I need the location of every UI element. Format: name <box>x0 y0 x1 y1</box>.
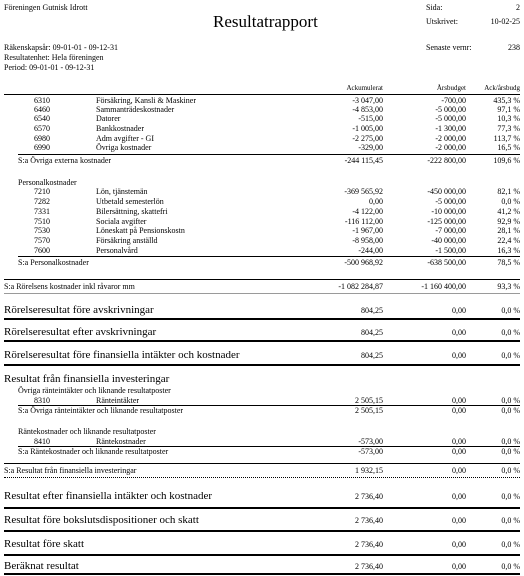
section-heading: Resultat från finansiella investeringar <box>4 373 170 385</box>
budget-value: -2 000,00 <box>435 134 466 143</box>
account-name: Räntekostnader <box>96 437 146 446</box>
period: Period: 09-01-01 - 09-12-31 <box>4 63 95 72</box>
budget-value: 0,00 <box>452 406 466 415</box>
account-code: 7210 <box>34 187 50 196</box>
column-header-ratio: Ack/årsbudg <box>484 84 520 92</box>
budget-value: -5 000,00 <box>435 105 466 114</box>
accumulated-value: 2 505,15 <box>355 396 383 405</box>
result-rule <box>4 554 520 556</box>
ratio-value: 93,3 % <box>497 282 520 291</box>
report-title: Resultatrapport <box>213 12 318 31</box>
budget-value: -125 000,00 <box>427 217 466 226</box>
section-rule <box>4 293 520 294</box>
dotted-rule <box>4 477 520 478</box>
accumulated-value: -4 122,00 <box>352 207 383 216</box>
account-code: 6980 <box>34 134 50 143</box>
subsection-heading: Övriga ränteintäkter och liknande resultatposter <box>18 386 171 395</box>
ratio-value: 77,3 % <box>497 124 520 133</box>
account-code: 6460 <box>34 105 50 114</box>
budget-value: -450 000,00 <box>427 187 466 196</box>
account-name: Utbetald semesterlön <box>96 197 164 206</box>
budget-value: -222 800,00 <box>427 156 466 165</box>
budget-value: -40 000,00 <box>431 236 466 245</box>
budget-value: 0,00 <box>452 466 466 475</box>
result-rule <box>4 340 520 342</box>
result-rule <box>4 318 520 320</box>
latest-voucher-number: 238 <box>508 43 520 52</box>
account-name: Försäkring anställd <box>96 236 158 245</box>
accumulated-value: -2 275,00 <box>352 134 383 143</box>
account-code: 7530 <box>34 226 50 235</box>
subtotal-label: S:a Övriga ränteintäkter och liknande resultatposter <box>18 406 184 415</box>
accumulated-value: -4 853,00 <box>352 105 383 114</box>
accumulated-value: 2 736,40 <box>355 516 383 525</box>
ratio-value: 0,0 % <box>501 396 520 405</box>
accumulated-value: 804,25 <box>361 328 383 337</box>
budget-value: 0,00 <box>452 562 466 571</box>
accumulated-value: -8 958,00 <box>352 236 383 245</box>
subtotal-label: S:a Övriga externa kostnader <box>18 156 112 165</box>
ratio-value: 41,2 % <box>497 207 520 216</box>
accumulated-value: 2 505,15 <box>355 406 383 415</box>
result-label: Rörelseresultat före finansiella intäkter och kostnader <box>4 349 240 361</box>
result-label: Rörelseresultat efter avskrivningar <box>4 326 157 338</box>
account-name: Sammanträdeskostnader <box>96 105 175 114</box>
account-name: Personalvård <box>96 246 138 255</box>
account-name: Övriga kostnader <box>96 143 152 152</box>
accumulated-value: -369 565,92 <box>344 187 383 196</box>
accumulated-value: 2 736,40 <box>355 540 383 549</box>
result-label: Resultat före skatt <box>4 538 85 550</box>
ratio-value: 0,0 % <box>501 562 520 571</box>
ratio-value: 113,7 % <box>493 134 520 143</box>
ratio-value: 78,5 % <box>497 258 520 267</box>
account-name: Datorer <box>96 114 121 123</box>
ratio-value: 0,0 % <box>501 328 520 337</box>
ratio-value: 109,6 % <box>493 156 520 165</box>
accumulated-value: -1 005,00 <box>352 124 383 133</box>
printed-label: Utskrivet: <box>426 17 458 26</box>
account-name: Adm avgifter - GI <box>96 134 154 143</box>
account-code: 7282 <box>34 197 50 206</box>
ratio-value: 0,0 % <box>501 466 520 475</box>
budget-value: -1 500,00 <box>435 246 466 255</box>
ratio-value: 97,1 % <box>497 105 520 114</box>
result-rule <box>4 573 520 575</box>
accumulated-value: -573,00 <box>358 437 383 446</box>
accumulated-value: -329,00 <box>358 143 383 152</box>
budget-value: 0,00 <box>452 351 466 360</box>
ratio-value: 10,3 % <box>497 114 520 123</box>
fiscal-year: Räkenskapsår: 09-01-01 - 09-12-31 <box>4 43 118 52</box>
account-name: Lön, tjänstemän <box>96 187 148 196</box>
accumulated-value: -244,00 <box>358 246 383 255</box>
budget-value: 0,00 <box>452 447 466 456</box>
subsection-heading: Räntekostnader och liknande resultatposter <box>18 427 156 436</box>
ratio-value: 0,0 % <box>501 516 520 525</box>
header-rule <box>4 94 520 95</box>
result-label: Beräknat resultat <box>4 560 79 572</box>
column-header-budget: Årsbudget <box>436 84 466 92</box>
accumulated-value: -1 967,00 <box>352 226 383 235</box>
budget-value: 0,00 <box>452 328 466 337</box>
accumulated-value: -500 968,92 <box>344 258 383 267</box>
result-rule <box>4 507 520 509</box>
account-code: 6310 <box>34 96 50 105</box>
account-name: Försäkring, Kansli & Maskiner <box>96 96 196 105</box>
total-label: S:a Rörelsens kostnader inkl råvaror mm <box>4 282 135 291</box>
ratio-value: 0,0 % <box>501 540 520 549</box>
budget-value: 0,00 <box>452 516 466 525</box>
result-rule <box>4 364 520 366</box>
section-rule <box>4 463 520 464</box>
account-code: 8410 <box>34 437 50 446</box>
subtotal-label: S:a Räntekostnader och liknande resultatposter <box>18 447 169 456</box>
subtotal-rule <box>18 154 520 155</box>
accumulated-value: -3 047,00 <box>352 96 383 105</box>
account-name: Bankkostnader <box>96 124 144 133</box>
accumulated-value: 1 932,15 <box>355 466 383 475</box>
budget-value: 0,00 <box>452 437 466 446</box>
ratio-value: 92,9 % <box>497 217 520 226</box>
organization-name: Föreningen Gutnisk Idrott <box>4 3 88 12</box>
accumulated-value: 2 736,40 <box>355 492 383 501</box>
budget-value: 0,00 <box>452 306 466 315</box>
account-name: Löneskatt på Pensionskostn <box>96 226 185 235</box>
ratio-value: 22,4 % <box>497 236 520 245</box>
ratio-value: 0,0 % <box>501 406 520 415</box>
accumulated-value: 804,25 <box>361 306 383 315</box>
budget-value: -638 500,00 <box>427 258 466 267</box>
section-heading: Personalkostnader <box>18 178 77 187</box>
subtotal-label: S:a Resultat från finansiella investeringar <box>4 466 137 475</box>
accumulated-value: -515,00 <box>358 114 383 123</box>
account-code: 7331 <box>34 207 50 216</box>
accumulated-value: -116 112,00 <box>344 217 383 226</box>
budget-value: -700,00 <box>441 96 466 105</box>
account-name: Sociala avgifter <box>96 217 147 226</box>
budget-value: 0,00 <box>452 540 466 549</box>
ratio-value: 0,0 % <box>501 306 520 315</box>
page-number: 2 <box>516 3 520 12</box>
account-name: Ränteintäkter <box>96 396 140 405</box>
budget-value: -1 300,00 <box>435 124 466 133</box>
accumulated-value: -573,00 <box>358 447 383 456</box>
result-label: Resultat före bokslutsdispositioner och skatt <box>4 514 199 526</box>
result-unit: Resultatenhet: Hela föreningen <box>4 53 104 62</box>
ratio-value: 0,0 % <box>501 351 520 360</box>
budget-value: 0,00 <box>452 492 466 501</box>
account-code: 6570 <box>34 124 50 133</box>
ratio-value: 0,0 % <box>501 492 520 501</box>
account-code: 7570 <box>34 236 50 245</box>
accumulated-value: 0,00 <box>369 197 383 206</box>
budget-value: -7 000,00 <box>435 226 466 235</box>
budget-value: -5 000,00 <box>435 197 466 206</box>
ratio-value: 16,5 % <box>497 143 520 152</box>
printed-date: 10-02-25 <box>490 17 520 26</box>
account-code: 6990 <box>34 143 50 152</box>
column-header-accumulated: Ackumulerat <box>346 84 383 92</box>
account-code: 6540 <box>34 114 50 123</box>
budget-value: -5 000,00 <box>435 114 466 123</box>
result-label: Resultat efter finansiella intäkter och kostnader <box>4 490 213 502</box>
result-rule <box>4 530 520 532</box>
page-label: Sida: <box>426 3 443 12</box>
ratio-value: 28,1 % <box>497 226 520 235</box>
accumulated-value: -1 082 284,87 <box>338 282 383 291</box>
accumulated-value: -244 115,45 <box>344 156 383 165</box>
ratio-value: 82,1 % <box>497 187 520 196</box>
budget-value: -2 000,00 <box>435 143 466 152</box>
account-code: 7510 <box>34 217 50 226</box>
result-label: Rörelseresultat före avskrivningar <box>4 304 154 316</box>
ratio-value: 0,0 % <box>501 447 520 456</box>
budget-value: -1 160 400,00 <box>421 282 466 291</box>
account-code: 7600 <box>34 246 50 255</box>
latest-voucher-label: Senaste vernr: <box>426 43 472 52</box>
subtotal-label: S:a Personalkostnader <box>18 258 89 267</box>
ratio-value: 0,0 % <box>501 197 520 206</box>
account-name: Bilersättning, skattefri <box>96 207 168 216</box>
ratio-value: 0,0 % <box>501 437 520 446</box>
subtotal-rule <box>18 256 520 257</box>
section-rule <box>4 279 520 280</box>
accumulated-value: 2 736,40 <box>355 562 383 571</box>
ratio-value: 435,3 % <box>493 96 520 105</box>
ratio-value: 16,3 % <box>497 246 520 255</box>
accumulated-value: 804,25 <box>361 351 383 360</box>
budget-value: -10 000,00 <box>431 207 466 216</box>
account-code: 8310 <box>34 396 50 405</box>
budget-value: 0,00 <box>452 396 466 405</box>
